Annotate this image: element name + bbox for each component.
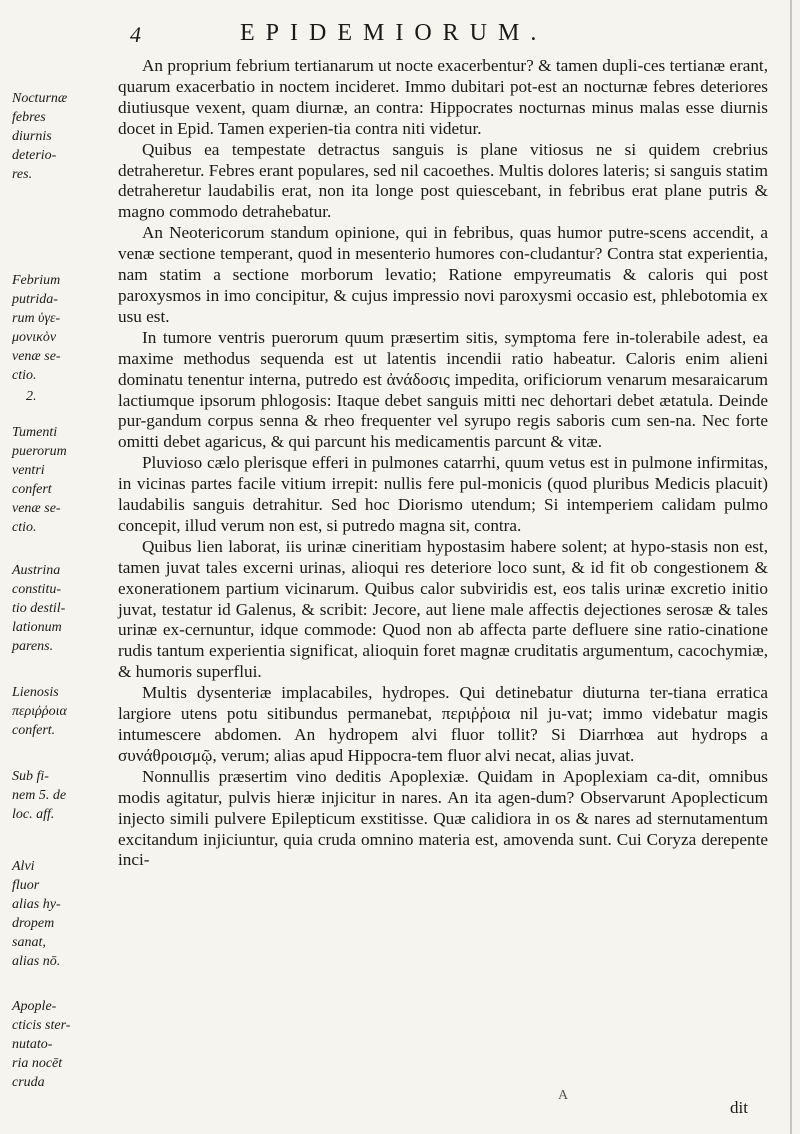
page-edge [790,0,792,1134]
paragraph: In tumore ventris puerorum quum præsertim sitis, symptoma fere in-tolerabile adest, ea maxime methodus sequenda est ut latentis incendii ratio habeatur. Caloris enim alieni dominatu tenentur interna, putredo est ἀνάδοσις impedita, orificiorum venarum mesaraicarum lactiumque ipsorum phlogosis: Itaque debet sanguis mitti nec dehortari debet ætatula. Deinde pur-gandum corpus senna & rheo frequenter vel syrupo regis saboris cum sen-na. Nec forte omitti debet agaricus, & qui parcunt his medicamentis parcunt & vitæ. [118,327,768,452]
main-text [118,56,768,871]
margin-note: Lienosis περιῤῥοια confert. [12,685,67,738]
paragraph: Quibus lien laborat, iis urinæ cineritiam hypostasim habere solent; at hypo-stasis non est, tamen juvat tales excerni urinas, alioqui res deteriore loco sunt, & id fit ob congestionem & exonerationem partium vicinarum. Quibus calor subviridis est, eos talis urinæ excretio initio juvat, testatur id Galenus, & scribit: Jecore, aut liene male affectis dejectiones serosæ & tales urinæ ex-cernuntur, idque commode: Quod non ab affecta parte defluere sine ratio-cinatione rudis tantum experientia significat, alioquin foret magnæ cruditatis argumentum, cacochymiæ, & humoris superflui. [118,536,768,682]
margin-note: Apople- cticis ster- nutato- ria nocēt cruda [12,999,71,1090]
margin-note: Tumenti puerorum ventri confert venæ se- ctio. [12,425,67,535]
margin-note: 2. [26,389,37,404]
margin-note: Sub fi- nem 5. de loc. aff. [12,769,67,822]
paragraph: Quibus ea tempestate detractus sanguis is plane vitiosus ne si quidem crebrius detraheretur. Febres erant populares, sed nil cacoethes. Multis dolores lateris; si sanguis statim detraheretur laudabilis erat, non ita longe post quiescebant, in febribus erat plane putris & magno commodo detrahebatur. [118,139,768,222]
running-head: EPIDEMIORUM. [240,20,548,46]
page-header [0,18,800,54]
paragraph: Multis dysenteriæ implacabiles, hydropes. Qui detinebatur diuturna ter-tiana erratica largiore utens potu sitibundus permanebat, περιῤῥοια nil ju-vat; immo videbatur magis intumescere abdomen. An hydropem alvi fluor tollit? Si Diarrhœa aut hydrops a συνάθροισμῷ, verum; alias apud Hippocra-tem fluor alvi necat, alias juvat. [118,683,768,765]
paragraph: An proprium febrium tertianarum ut nocte exacerbentur? & tamen dupli-ces tertianæ erant, quarum exacerbatio in noctem incideret. Immo dubitari pot-est an nocturnæ febres deteriores diutiusque vexent, quam diurnæ, an contra: Hippocrates nocturnas minus malas esse diurnis docet in Epid. Tamen experien-tia contra niti videtur. [118,56,768,138]
margin-note: Alvi fluor alias hy- dropem sanat, alias nō. [12,859,61,969]
signature-mark: A [558,1088,569,1103]
paragraph: Pluvioso cælo plerisque efferi in pulmones catarrhi, quum vetus est in pulmone infirmitas, in vicinas partes facile vitium irrepit: nullis fere pul-monicis (quod pluribus Medicis placuit) laudabilis sanguis detrahitur. Sed hoc Diorismo utendum; Si intemperiem calidam pulmo concepit, illud verum non est, si putredo magna sit, contra. [118,453,768,535]
margin-note: Austrina constitu- tio destil- lationum parens. [12,563,66,654]
margin-note: Nocturnæ febres diurnis deterio- res. [12,91,68,182]
page-number: 4 [130,22,141,47]
catchword: dit [730,1098,748,1117]
paragraph: Nonnullis præsertim vino deditis Apoplexiæ. Quidam in Apoplexiam ca-dit, omnibus modis agitatur, pulvis hieræ injicitur in nares. An ita agen-dum? Observarunt Apoplecticum injecto simili pulvere Epilepticum exstitisse. Quæ calidiora in os & nares ad sternutamentum excitandum injiciuntur, quia cruda omnino materia est, amovenda sunt. Cui Coryza derepente inci- [118,766,768,870]
margin-note: Febrium putrida- rum ὑγε- μονικὸν venæ se- ctio. [12,273,61,383]
paragraph: An Neotericorum standum opinione, qui in febribus, quas humor putre-scens accendit, a venæ sectione temperant, quod in mesenterio humores con-cludantur? Contra stat experientia, nam statim a sectione morborum levatio; Ratione empyreumatis & caloris qui post paroxysmos in imo concipitur, & cujus impressio novi paroxysmi occasio est, phlebotomia ex usu est. [118,223,768,326]
